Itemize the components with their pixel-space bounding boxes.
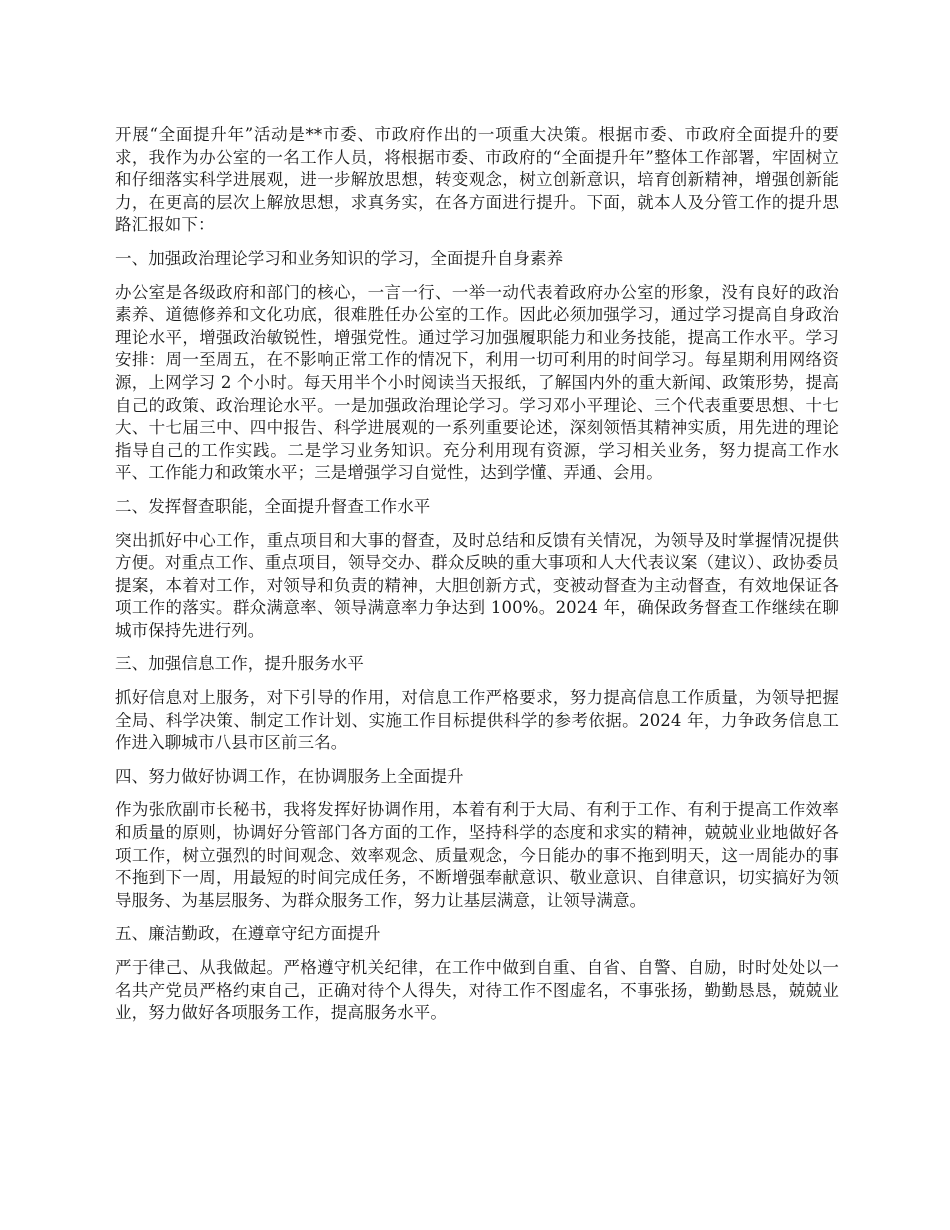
section-paragraph-2: 突出抓好中心工作，重点项目和大事的督查，及时总结和反馈有关情况，为领导及时掌握情况提供方便。对重点工作、重点项目，领导交办、群众反映的重大事项和人大代表议案（建议）、政协委员提案，本着对工作，对领导和负责的精神，大胆创新方式，变被动督查为主动督查，有效地保证各项工作的落实。群众满意率、领导满意率力争达到 100%。2024 年，确保政务督查工作继续在聊城市保持先进行列。 (115, 530, 839, 640)
section-heading-4: 四、努力做好协调工作，在协调服务上全面提升 (115, 766, 464, 786)
section-paragraph-5: 严于律己、从我做起。严格遵守机关纪律，在工作中做到自重、自省、自警、自励，时时处处以一名共产党员严格约束自己，正确对待个人得失，对待工作不图虚名，不事张扬，勤勤恳恳，兢兢业业，努力做好各项服务工作，提高服务水平。 (115, 958, 839, 1023)
section-paragraph-4: 作为张欣副市长秘书，我将发挥好协调作用，本着有利于大局、有利于工作、有利于提高工作效率和质量的原则，协调好分管部门各方面的工作，坚持科学的态度和求实的精神，兢兢业业地做好各项工作，树立强烈的时间观念、效率观念、质量观念，今日能办的事不拖到明天，这一周能办的事不拖到下一周，用最短的时间完成任务，不断增强奉献意识、敬业意识、自律意识，切实搞好为领导服务、为基层服务、为群众服务工作，努力让基层满意，让领导满意。 (115, 800, 839, 910)
intro-paragraph: 开展“全面提升年”活动是**市委、市政府作出的一项重大决策。根据市委、市政府全面提升的要求，我作为办公室的一名工作人员，将根据市委、市政府的“全面提升年”整体工作部署，牢固树立和仔细落实科学进展观，进一步解放思想，转变观念，树立创新意识，培育创新精神，增强创新能力，在更高的层次上解放思想，求真务实，在各方面进行提升。下面，就本人及分管工作的提升思路汇报如下： (115, 125, 839, 235)
document-body (115, 124, 839, 1036)
section-heading-2: 二、发挥督查职能，全面提升督查工作水平 (115, 496, 431, 516)
section-heading-3: 三、加强信息工作，提升服务水平 (115, 654, 364, 674)
section-paragraph-1: 办公室是各级政府和部门的核心，一言一行、一举一动代表着政府办公室的形象，没有良好的政治素养、道德修养和文化功底，很难胜任办公室的工作。因此必须加强学习，通过学习提高自身政治理论水平，增强政治敏锐性，增强党性。通过学习加强履职能力和业务技能，提高工作水平。学习安排：周一至周五，在不影响正常工作的情况下，利用一切可利用的时间学习。每星期利用网络资源，上网学习 2 个小时。每天用半个小时阅读当天报纸，了解国内外的重大新闻、政策形势，提高自己的政策、政治理论水平。一是加强政治理论学习。学习邓小平理论、三个代表重要思想、十七大、十七届三中、四中报告、科学进展观的一系列重要论述，深刻领悟其精神实质，用先进的理论指导自己的工作实践。二是学习业务知识。充分利用现有资源，学习相关业务，努力提高工作水平、工作能力和政策水平；三是增强学习自觉性，达到学懂、弄通、会用。 (115, 282, 839, 483)
section-heading-5: 五、廉洁勤政，在遵章守纪方面提升 (115, 924, 381, 944)
section-heading-1: 一、加强政治理论学习和业务知识的学习，全面提升自身素养 (115, 248, 564, 268)
section-paragraph-3: 抓好信息对上服务，对下引导的作用，对信息工作严格要求，努力提高信息工作质量，为领导把握全局、科学决策、制定工作计划、实施工作目标提供科学的参考依据。2024 年，力争政务信息工作进入聊城市八县市区前三名。 (115, 688, 839, 753)
